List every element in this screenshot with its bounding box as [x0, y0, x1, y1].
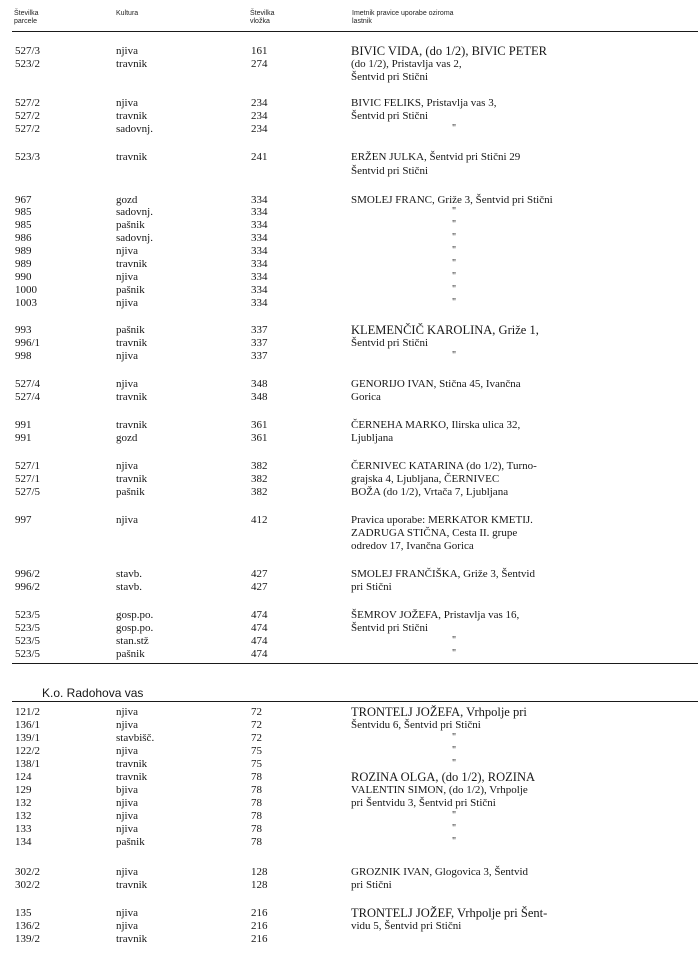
owner-cell: BOŽA (do 1/2), Vrtača 7, Ljubljana	[351, 486, 509, 498]
culture-cell: travnik	[116, 151, 148, 163]
table-row	[0, 473, 700, 485]
header-deed-line2: vložka	[250, 18, 270, 25]
header-deed-line1: Številka	[250, 10, 275, 17]
parcel-number: 135	[15, 907, 32, 919]
parcel-number: 527/2	[15, 97, 41, 109]
parcel-number: 996/2	[15, 581, 41, 593]
parcel-number: 527/1	[15, 473, 41, 485]
table-row	[0, 350, 700, 362]
owner-cell: Šentvid pri Stični	[351, 337, 428, 349]
culture-cell: njiva	[116, 920, 138, 932]
deed-number: 72	[251, 706, 262, 718]
deed-number: 216	[251, 933, 268, 945]
table-row	[0, 194, 700, 206]
ditto-mark: "	[452, 297, 457, 308]
culture-cell: njiva	[116, 797, 138, 809]
table-row	[0, 165, 700, 177]
culture-cell: njiva	[116, 460, 138, 472]
culture-cell: travnik	[116, 391, 148, 403]
parcel-number: 993	[15, 324, 32, 336]
culture-cell: sadovnj.	[116, 232, 153, 244]
deed-number: 334	[251, 232, 268, 244]
header-owner-line1: Imetnik pravice uporabe oziroma	[352, 10, 454, 17]
table-row	[0, 609, 700, 621]
parcel-number: 989	[15, 258, 32, 270]
table-row	[0, 271, 700, 283]
parcel-number: 523/3	[15, 151, 41, 163]
parcel-number: 985	[15, 219, 32, 231]
culture-cell: travnik	[116, 258, 148, 270]
parcel-number: 136/2	[15, 920, 41, 932]
deed-number: 72	[251, 732, 262, 744]
culture-cell: njiva	[116, 745, 138, 757]
culture-cell: njiva	[116, 97, 138, 109]
parcel-number: 997	[15, 514, 32, 526]
parcel-number: 527/2	[15, 123, 41, 135]
ditto-mark: "	[452, 232, 457, 243]
parcel-number: 132	[15, 810, 32, 822]
parcel-number: 989	[15, 245, 32, 257]
parcel-number: 523/5	[15, 609, 41, 621]
table-row	[0, 258, 700, 270]
table-row	[0, 568, 700, 580]
owner-cell: Ljubljana	[351, 432, 394, 444]
parcel-number: 527/4	[15, 378, 41, 390]
culture-cell: travnik	[116, 473, 148, 485]
owner-cell: (do 1/2), Pristavlja vas 2,	[351, 58, 462, 70]
culture-cell: sadovnj.	[116, 206, 153, 218]
ditto-mark: "	[452, 123, 457, 134]
parcel-number: 122/2	[15, 745, 41, 757]
culture-cell: njiva	[116, 907, 138, 919]
parcel-number: 991	[15, 432, 32, 444]
deed-number: 78	[251, 823, 262, 835]
table-row	[0, 337, 700, 349]
table-row	[0, 245, 700, 257]
owner-cell: ČERNEHA MARKO, Ilirska ulica 32,	[351, 419, 521, 431]
deed-number: 334	[251, 219, 268, 231]
deed-number: 361	[251, 432, 268, 444]
culture-cell: travnik	[116, 58, 148, 70]
parcel-number: 967	[15, 194, 32, 206]
parcel-number: 527/2	[15, 110, 41, 122]
deed-number: 78	[251, 797, 262, 809]
table-row	[0, 933, 700, 945]
table-row	[0, 866, 700, 878]
deed-number: 334	[251, 258, 268, 270]
owner-cell: KLEMENČIČ KAROLINA, Griže 1,	[351, 323, 539, 337]
culture-cell: pašnik	[116, 836, 145, 848]
culture-cell: njiva	[116, 706, 138, 718]
section-title-rule	[12, 701, 698, 702]
table-row	[0, 97, 700, 109]
deed-number: 78	[251, 771, 262, 783]
parcel-number: 996/2	[15, 568, 41, 580]
table-row	[0, 540, 700, 552]
owner-cell: BIVIC VIDA, (do 1/2), BIVIC PETER	[351, 44, 547, 58]
deed-number: 474	[251, 648, 268, 660]
owner-cell: Šentvidu 6, Šentvid pri Stični	[351, 719, 481, 731]
culture-cell: njiva	[116, 514, 138, 526]
parcel-number: 302/2	[15, 866, 41, 878]
ditto-mark: "	[452, 823, 457, 834]
header-owner-line2: lastnik	[352, 18, 372, 25]
owner-cell: odredov 17, Ivančna Gorica	[351, 540, 474, 552]
parcel-number: 139/1	[15, 732, 41, 744]
ditto-mark: "	[452, 810, 457, 821]
owner-cell: Šentvid pri Stični	[351, 71, 428, 83]
culture-cell: njiva	[116, 297, 138, 309]
deed-number: 382	[251, 473, 268, 485]
deed-number: 382	[251, 460, 268, 472]
deed-number: 128	[251, 866, 268, 878]
owner-cell: grajska 4, Ljubljana, ČERNIVEC	[351, 473, 500, 485]
table-row	[0, 460, 700, 472]
table-row	[0, 745, 700, 757]
ditto-mark: "	[452, 284, 457, 295]
deed-number: 75	[251, 758, 262, 770]
culture-cell: bjiva	[116, 784, 138, 796]
culture-cell: njiva	[116, 810, 138, 822]
parcel-number: 1003	[15, 297, 37, 309]
parcel-number: 124	[15, 771, 32, 783]
deed-number: 234	[251, 123, 268, 135]
table-row	[0, 378, 700, 390]
table-row	[0, 879, 700, 891]
deed-number: 78	[251, 810, 262, 822]
deed-number: 427	[251, 568, 268, 580]
section-divider-rule	[12, 663, 698, 664]
parcel-number: 985	[15, 206, 32, 218]
deed-number: 382	[251, 486, 268, 498]
deed-number: 337	[251, 337, 268, 349]
owner-cell: TRONTELJ JOŽEFA, Vrhpolje pri	[351, 705, 527, 719]
ditto-mark: "	[452, 648, 457, 659]
culture-cell: gozd	[116, 194, 138, 206]
parcel-number: 986	[15, 232, 32, 244]
parcel-number: 121/2	[15, 706, 41, 718]
parcel-number: 523/5	[15, 648, 41, 660]
table-row	[0, 836, 700, 848]
owner-cell: ŠEMROV JOŽEFA, Pristavlja vas 16,	[351, 609, 520, 621]
culture-cell: stan.stž	[116, 635, 149, 647]
ditto-mark: "	[452, 758, 457, 769]
parcel-number: 1000	[15, 284, 37, 296]
table-row	[0, 284, 700, 296]
table-row	[0, 110, 700, 122]
table-row	[0, 581, 700, 593]
culture-cell: travnik	[116, 933, 148, 945]
header-parcel-line1: Številka	[14, 10, 39, 17]
parcel-number: 132	[15, 797, 32, 809]
culture-cell: stavbišč.	[116, 732, 155, 744]
owner-cell: Gorica	[351, 391, 381, 403]
parcel-number: 134	[15, 836, 32, 848]
deed-number: 234	[251, 97, 268, 109]
culture-cell: sadovnj.	[116, 123, 153, 135]
deed-number: 216	[251, 920, 268, 932]
ditto-mark: "	[452, 350, 457, 361]
header-culture: Kultura	[116, 10, 139, 17]
table-row	[0, 810, 700, 822]
owner-cell: vidu 5, Šentvid pri Stični	[351, 920, 462, 932]
culture-cell: pašnik	[116, 648, 145, 660]
table-row	[0, 432, 700, 444]
culture-cell: travnik	[116, 419, 148, 431]
deed-number: 474	[251, 622, 268, 634]
owner-cell: SMOLEJ FRANČIŠKA, Griže 3, Šentvid	[351, 568, 535, 580]
table-row	[0, 297, 700, 309]
owner-cell: Šentvid pri Stični	[351, 622, 428, 634]
owner-cell: ZADRUGA STIČNA, Cesta II. grupe	[351, 527, 518, 539]
culture-cell: njiva	[116, 823, 138, 835]
owner-cell: GENORIJO IVAN, Stična 45, Ivančna	[351, 378, 521, 390]
culture-cell: gosp.po.	[116, 622, 154, 634]
owner-cell: pri Stični	[351, 879, 392, 891]
table-row	[0, 324, 700, 336]
culture-cell: njiva	[116, 866, 138, 878]
table-row	[0, 758, 700, 770]
table-row	[0, 648, 700, 660]
table-row	[0, 797, 700, 809]
deed-number: 334	[251, 194, 268, 206]
deed-number: 78	[251, 836, 262, 848]
ditto-mark: "	[452, 258, 457, 269]
owner-cell: Šentvid pri Stični	[351, 110, 428, 122]
culture-cell: travnik	[116, 879, 148, 891]
culture-cell: pašnik	[116, 324, 145, 336]
header-rule	[12, 31, 698, 32]
parcel-number: 527/5	[15, 486, 41, 498]
deed-number: 412	[251, 514, 268, 526]
owner-cell: ROZINA OLGA, (do 1/2), ROZINA	[351, 770, 536, 784]
parcel-number: 527/1	[15, 460, 41, 472]
deed-number: 334	[251, 271, 268, 283]
parcel-number: 138/1	[15, 758, 41, 770]
table-row	[0, 920, 700, 932]
deed-number: 216	[251, 907, 268, 919]
owner-cell: GROZNIK IVAN, Glogovica 3, Šentvid	[351, 866, 529, 878]
owner-cell: SMOLEJ FRANC, Griže 3, Šentvid pri Stični	[351, 194, 553, 206]
header-deed-number	[250, 10, 275, 26]
deed-number: 348	[251, 378, 268, 390]
owner-cell: Pravica uporabe: MERKATOR KMETIJ.	[351, 514, 533, 526]
table-row	[0, 219, 700, 231]
deed-number: 241	[251, 151, 268, 163]
ditto-mark: "	[452, 836, 457, 847]
culture-cell: pašnik	[116, 284, 145, 296]
culture-cell: pašnik	[116, 219, 145, 231]
header-owner	[352, 10, 454, 26]
deed-number: 75	[251, 745, 262, 757]
owner-cell: ČERNIVEC KATARINA (do 1/2), Turno-	[351, 460, 537, 472]
header-parcel-number	[14, 10, 39, 26]
ditto-mark: "	[452, 206, 457, 217]
culture-cell: travnik	[116, 337, 148, 349]
table-row	[0, 823, 700, 835]
culture-cell: travnik	[116, 110, 148, 122]
table-row	[0, 732, 700, 744]
owner-cell: Šentvid pri Stični	[351, 165, 428, 177]
table-row	[0, 784, 700, 796]
table-row	[0, 71, 700, 83]
parcel-number: 136/1	[15, 719, 41, 731]
parcel-number: 523/5	[15, 622, 41, 634]
parcel-number: 996/1	[15, 337, 41, 349]
table-row	[0, 123, 700, 135]
culture-cell: njiva	[116, 719, 138, 731]
parcel-number: 302/2	[15, 879, 41, 891]
culture-cell: pašnik	[116, 486, 145, 498]
table-row	[0, 719, 700, 731]
culture-cell: njiva	[116, 378, 138, 390]
table-row	[0, 771, 700, 783]
ditto-mark: "	[452, 245, 457, 256]
table-row	[0, 232, 700, 244]
table-row	[0, 622, 700, 634]
parcel-number: 991	[15, 419, 32, 431]
culture-cell: njiva	[116, 271, 138, 283]
ditto-mark: "	[452, 745, 457, 756]
ditto-mark: "	[452, 732, 457, 743]
deed-number: 427	[251, 581, 268, 593]
parcel-number: 523/2	[15, 58, 41, 70]
deed-number: 128	[251, 879, 268, 891]
culture-cell: travnik	[116, 758, 148, 770]
table-row	[0, 419, 700, 431]
ditto-mark: "	[452, 271, 457, 282]
culture-cell: njiva	[116, 45, 138, 57]
deed-number: 334	[251, 206, 268, 218]
owner-cell: VALENTIN SIMON, (do 1/2), Vrhpolje	[351, 784, 528, 796]
table-row	[0, 206, 700, 218]
deed-number: 161	[251, 45, 268, 57]
deed-number: 234	[251, 110, 268, 122]
table-row	[0, 45, 700, 57]
parcel-number: 139/2	[15, 933, 41, 945]
deed-number: 337	[251, 324, 268, 336]
parcel-number: 527/3	[15, 45, 41, 57]
table-row	[0, 635, 700, 647]
deed-number: 334	[251, 245, 268, 257]
deed-number: 337	[251, 350, 268, 362]
ditto-mark: "	[452, 219, 457, 230]
parcel-number: 133	[15, 823, 32, 835]
deed-number: 361	[251, 419, 268, 431]
table-row	[0, 151, 700, 163]
header-parcel-line2: parcele	[14, 18, 37, 25]
table-row	[0, 58, 700, 70]
table-row	[0, 706, 700, 718]
culture-cell: travnik	[116, 771, 148, 783]
parcel-number: 990	[15, 271, 32, 283]
table-row	[0, 514, 700, 526]
parcel-number: 129	[15, 784, 32, 796]
table-row	[0, 527, 700, 539]
culture-cell: gozd	[116, 432, 138, 444]
culture-cell: stavb.	[116, 568, 142, 580]
culture-cell: njiva	[116, 245, 138, 257]
owner-cell: BIVIC FELIKS, Pristavlja vas 3,	[351, 97, 497, 109]
owner-cell: ERŽEN JULKA, Šentvid pri Stični 29	[351, 151, 521, 163]
parcel-number: 527/4	[15, 391, 41, 403]
culture-cell: njiva	[116, 350, 138, 362]
culture-cell: stavb.	[116, 581, 142, 593]
ditto-mark: "	[452, 635, 457, 646]
table-row	[0, 391, 700, 403]
deed-number: 334	[251, 297, 268, 309]
deed-number: 72	[251, 719, 262, 731]
owner-cell: pri Šentvidu 3, Šentvid pri Stični	[351, 797, 496, 809]
table-row	[0, 907, 700, 919]
deed-number: 334	[251, 284, 268, 296]
parcel-number: 998	[15, 350, 32, 362]
owner-cell: TRONTELJ JOŽEF, Vrhpolje pri Šent-	[351, 906, 548, 920]
owner-cell: pri Stični	[351, 581, 392, 593]
deed-number: 348	[251, 391, 268, 403]
deed-number: 474	[251, 635, 268, 647]
section-title-radohova-vas: K.o. Radohova vas	[42, 686, 144, 700]
deed-number: 474	[251, 609, 268, 621]
deed-number: 78	[251, 784, 262, 796]
table-row	[0, 486, 700, 498]
deed-number: 274	[251, 58, 268, 70]
parcel-number: 523/5	[15, 635, 41, 647]
culture-cell: gosp.po.	[116, 609, 154, 621]
